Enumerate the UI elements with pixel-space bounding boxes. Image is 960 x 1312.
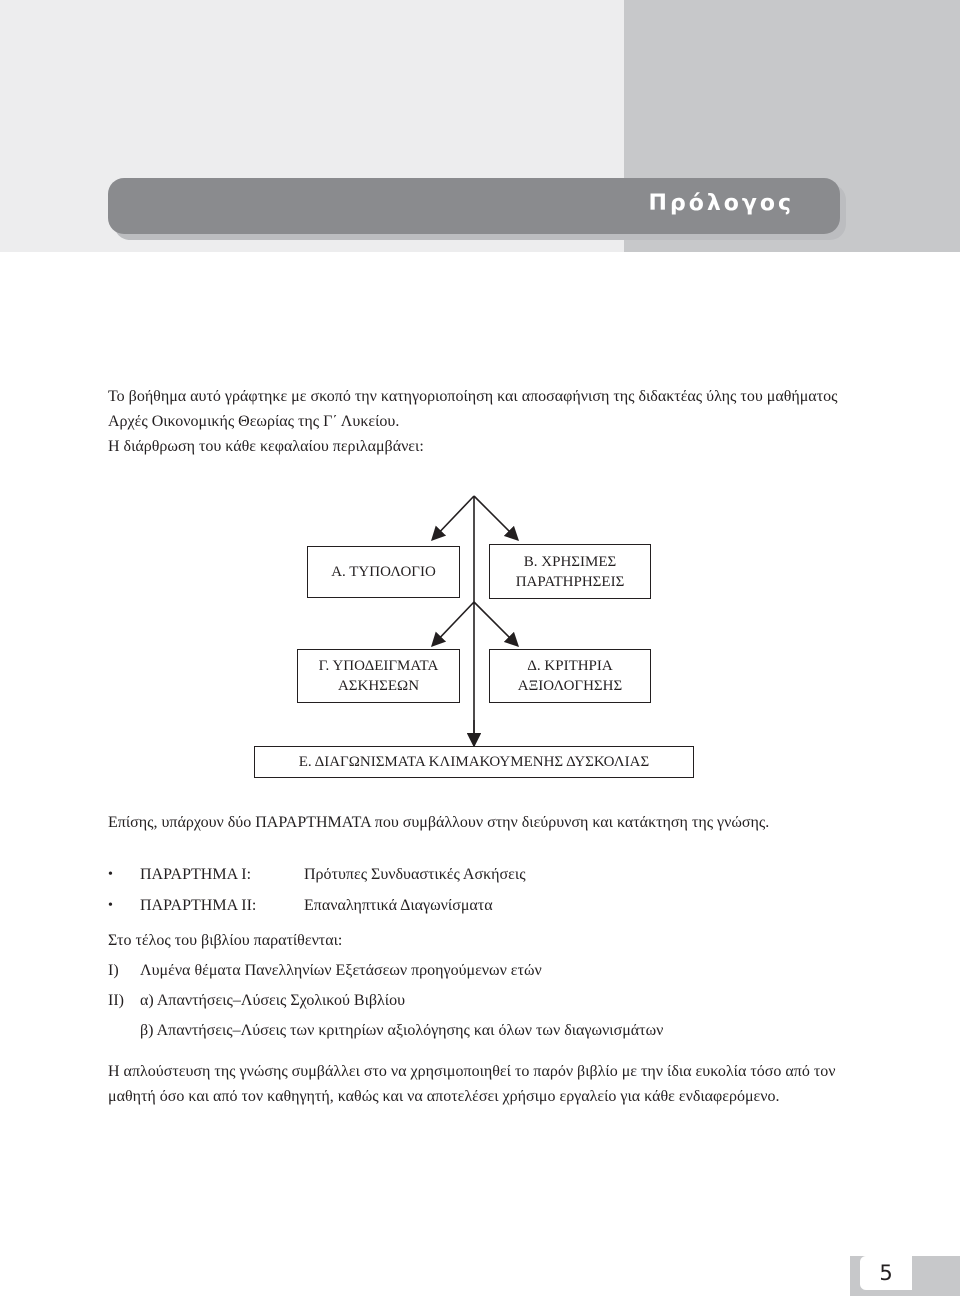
closing-paragraph: Η απλούστευση της γνώσης συμβάλλει στο να χρησιμοποιηθεί το παρόν βιβλίο με την ίδια ευκολία τόσο από τον μαθητή όσο και από τον καθηγητή, καθώς και να αποτελέσει χρήσιμο εργαλείο για κάθε ενδιαφερόμενο.	[108, 1063, 836, 1105]
diagram-box-d: Δ. ΚΡΙΤΗΡΙΑ ΑΞΙΟΛΟΓΗΣΗΣ	[489, 649, 651, 703]
list-subitem-text: β) Απαντήσεις–Λύσεις των κριτηρίων αξιολόγησης και όλων των διαγωνισμάτων	[140, 1022, 664, 1039]
arrow-to-box-b	[474, 496, 518, 540]
arrow-to-box-d	[474, 602, 518, 646]
list-text: α) Απαντήσεις–Λύσεις Σχολικού Βιβλίου	[140, 992, 406, 1009]
arrow-to-box-a	[432, 496, 474, 540]
list-number: Ι)	[108, 962, 119, 979]
bullet-icon: •	[108, 867, 113, 882]
diagram-box-e: Ε. ΔΙΑΓΩΝΙΣΜΑΤΑ ΚΛΙΜΑΚΟΥΜΕΝΗΣ ΔΥΣΚΟΛΙΑΣ	[254, 746, 694, 778]
bullet-icon: •	[108, 898, 113, 913]
appendix-name: ΠΑΡΑΡΤΗΜΑ Ι:	[140, 866, 252, 883]
appendix-name: ΠΑΡΑΡΤΗΜΑ ΙΙ:	[140, 897, 257, 914]
arrow-to-box-c	[432, 602, 474, 646]
appendices-intro: Επίσης, υπάρχουν δύο ΠΑΡΑΡΤΗΜΑΤΑ που συμβάλλουν στην διεύρυνση και κατάκτηση της γνώσης.	[108, 814, 770, 831]
appendix-description: Πρότυπες Συνδυαστικές Ασκήσεις	[304, 866, 526, 883]
intro-paragraph: Το βοήθημα αυτό γράφτηκε με σκοπό την κατηγοριοποίηση και αποσαφήνιση της διδακτέας ύλης του μαθήματος Αρχές Οικονομικής Θεωρίας της Γ΄ Λυκείου.	[108, 388, 838, 430]
structure-intro: Η διάρθρωση του κάθε κεφαλαίου περιλαμβάνει:	[108, 438, 424, 455]
diagram-box-c: Γ. ΥΠΟΔΕΙΓΜΑΤΑ ΑΣΚΗΣΕΩΝ	[297, 649, 460, 703]
end-contents-intro: Στο τέλος του βιβλίου παρατίθενται:	[108, 932, 343, 949]
diagram-box-a: Α. ΤΥΠΟΛΟΓΙΟ	[307, 546, 460, 598]
diagram-box-b: Β. ΧΡΗΣΙΜΕΣ ΠΑΡΑΤΗΡΗΣΕΙΣ	[489, 544, 651, 599]
page-number: 5	[860, 1256, 912, 1290]
list-text: Λυμένα θέματα Πανελληνίων Εξετάσεων προηγούμενων ετών	[140, 962, 542, 979]
appendix-description: Επαναληπτικά Διαγωνίσματα	[304, 897, 493, 914]
list-number: ΙΙ)	[108, 992, 124, 1009]
page-title: Πρόλογος	[648, 191, 794, 216]
